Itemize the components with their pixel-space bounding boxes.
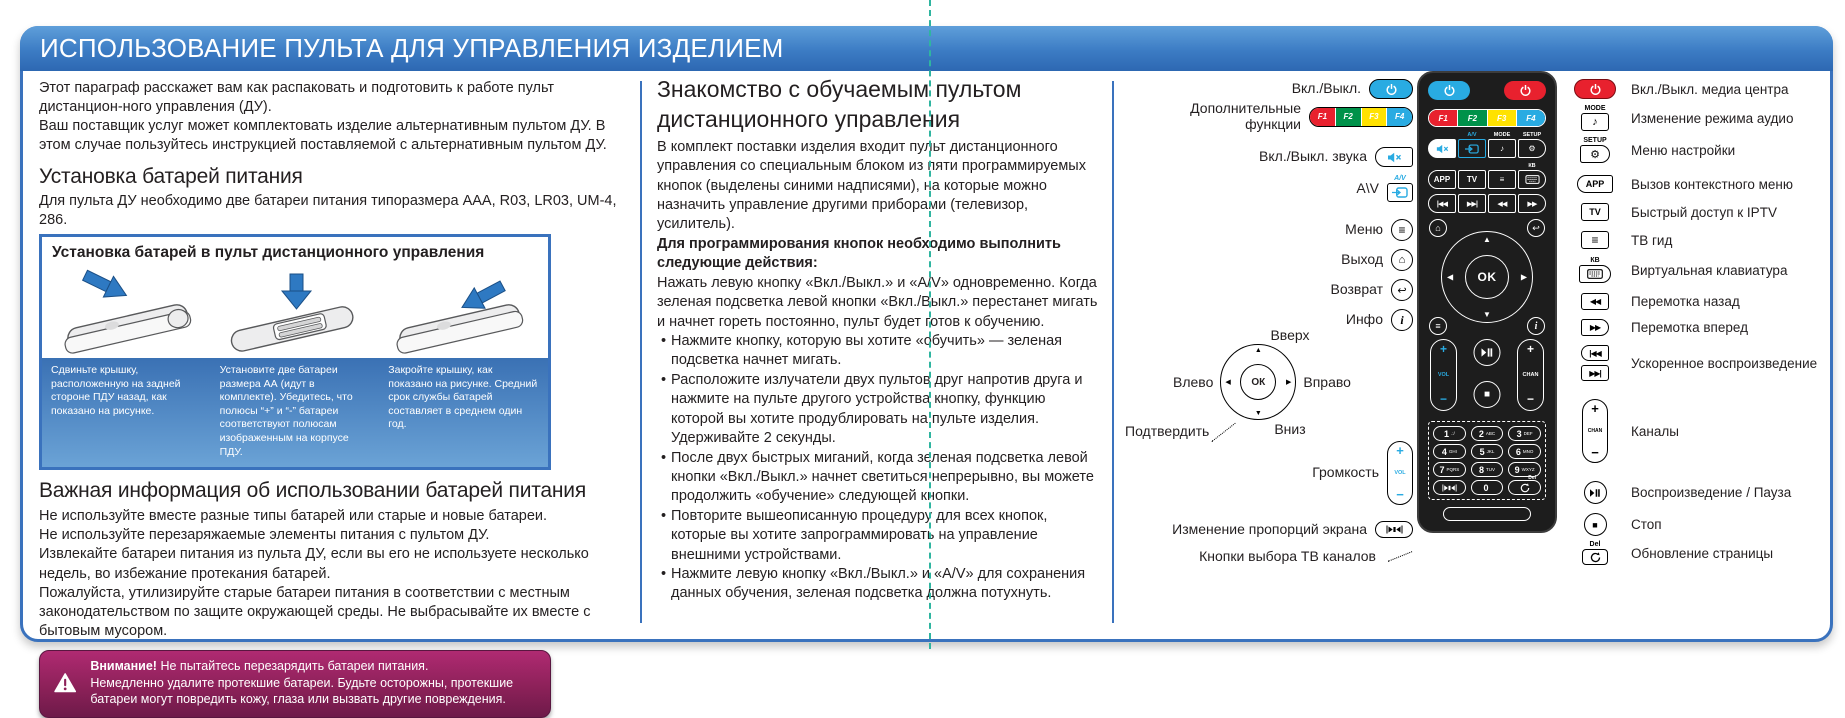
programming-step: • Расположите излучатели двух пультов друг напротив друга и нажмите на пульте другого устройства кнопку, функцию которой вы хотите продублировать на пульте изделия. Удерживайте 2 секунды. xyxy=(657,371,1101,449)
music-note-icon: ♪ xyxy=(1500,144,1504,153)
remote-bottom-button xyxy=(1443,507,1531,521)
intro-paragraph: Этот параграф расскажет вам как распаковать и подготовить к работе пульт дистанцион-ного управления (ДУ). xyxy=(39,80,555,116)
list-icon: ≡ xyxy=(1499,175,1505,184)
dotted-leader-line xyxy=(1388,551,1412,562)
remote-f3-button: F3 xyxy=(1488,110,1517,126)
remote-number-pad xyxy=(1428,421,1546,500)
remote-ok-button: OK xyxy=(1465,255,1509,299)
page-title: ИСПОЛЬЗОВАНИЕ ПУЛЬТА ДЛЯ УПРАВЛЕНИЯ ИЗДЕЛИЕМ xyxy=(40,33,784,63)
dotted-leader-line xyxy=(1212,423,1236,442)
remote-back-button xyxy=(1527,219,1545,237)
skip-back-icon: |◀◀ xyxy=(1581,345,1609,361)
refresh-icon: Del xyxy=(1582,541,1608,565)
info-icon: i xyxy=(1391,309,1413,331)
gear-icon: ⚙ xyxy=(1528,144,1536,153)
home-icon: ⌂ xyxy=(1391,249,1413,271)
learning-remote-column xyxy=(657,75,1101,604)
info-icon: i xyxy=(1534,320,1538,332)
remote-fast-forward-button: ▶▶ xyxy=(1518,194,1546,213)
label-menu: Меню ≡ xyxy=(1345,219,1413,241)
important-line: Извлекайте батареи питания из пульта ДУ, если вы его не используете несколько недель, во избежание протекания батарей. xyxy=(39,546,589,582)
digit-button: 4 GHI xyxy=(1433,444,1466,459)
remote-info-button xyxy=(1527,317,1545,335)
remote-home-button xyxy=(1429,219,1447,237)
label-audio-mode: MODE ♪ Изменение режима аудио xyxy=(1569,105,1793,131)
dpad-diagram xyxy=(1125,327,1409,439)
keyboard-icon: КВ xyxy=(1579,257,1611,283)
important-line: Пожалуйста, утилизируйте старые батареи питания в соответствии с местным законодательством по защите окружающей среды. Не выбрасывайте их вместе с бытовым мусором. xyxy=(39,584,591,639)
down-arrow-icon: ▼ xyxy=(1254,410,1262,417)
play-pause-icon xyxy=(1584,481,1607,504)
remote-skip-back-button: |◀◀ xyxy=(1428,194,1456,213)
menu-icon: ≡ xyxy=(1391,219,1413,241)
digit-button: 2 ABC xyxy=(1471,426,1504,441)
dpad-circle xyxy=(1220,344,1296,420)
section-heading-learning: Знакомство с обучаемым пультом дистанционного управления xyxy=(657,76,1022,132)
programming-step: • Повторите вышеописанную процедуру для всех кнопок, которые вы хотите запрограммировать на управление внешними устройствами. xyxy=(657,507,1101,565)
warning-box xyxy=(39,650,551,718)
down-arrow-icon: ▼ xyxy=(1483,310,1491,319)
stop-icon: ■ xyxy=(1483,389,1491,400)
ok-button-diagram: ОК xyxy=(1240,364,1276,400)
f-keys-icon: F1 F2 F3 F4 xyxy=(1309,107,1413,127)
figure-caption: Сдвиньте крышку, расположенную на задней стороне ПДУ назад, как показано на рисунке. xyxy=(51,363,181,417)
remote-dpad xyxy=(1441,231,1533,323)
remote-f2-button: F2 xyxy=(1458,110,1487,126)
mute-icon xyxy=(1375,147,1413,167)
dpad-left-label: Влево xyxy=(1173,374,1214,390)
warning-line: Не пытайтесь перезарядить батареи питания. xyxy=(160,659,429,673)
play-pause-icon xyxy=(1482,348,1493,357)
remote-control: F1 F2 F3 F4 A/V MODE ♪ SETUP ⚙ APP TV ≡ КВ |◀◀ ▶▶| ◀◀ ▶▶ ⌂ ↩ ▲ ▼ ◀ ▶ OK ≡ i + VOL − ■ + CHAN − 1 .:/ 2 ABC 3 DEF 4 GHI 5 JKL 6 MNO 7 PQRS 8 TUV 9 WXYZ 0 Del xyxy=(1417,71,1557,533)
label-tv: TV Быстрый доступ к IPTV xyxy=(1569,203,1777,221)
setup-icon: SETUP ⚙ xyxy=(1580,137,1610,163)
digit-button: 1 .:/ xyxy=(1433,426,1466,441)
programming-steps-heading: Для программирования кнопок необходимо выполнить следующие действия: xyxy=(657,235,1061,272)
label-app: APP Вызов контекстного меню xyxy=(1569,175,1793,193)
home-icon: ⌂ xyxy=(1435,223,1441,233)
intro-paragraph: Ваш поставщик услуг может комплектовать изделие альтернативным пультом ДУ. В этом случае пользуйтесь инструкцией поставляемой с альтернативным пультом ДУ. xyxy=(39,118,607,154)
remote-slide-cover-illustration xyxy=(48,266,210,358)
rewind-icon: ◀◀ xyxy=(1581,293,1609,310)
aspect-ratio-icon xyxy=(1375,521,1413,538)
music-note-icon: ♪ xyxy=(1592,116,1598,128)
back-icon: ↩ xyxy=(1532,222,1540,233)
remote-stop-button xyxy=(1474,381,1501,408)
label-tv-guide: ≡ ТВ гид xyxy=(1569,231,1672,249)
remote-right-labels xyxy=(1569,69,1831,589)
label-av: A\V A/V xyxy=(1356,175,1413,202)
dpad-up-label: Вверх xyxy=(1270,327,1310,343)
label-play-pause: Воспроизведение / Пауза xyxy=(1569,481,1791,504)
remote-menu-button xyxy=(1429,317,1447,335)
left-arrow-icon: ◀ xyxy=(1225,379,1231,386)
battery-instructions-column xyxy=(39,79,633,718)
label-power: Вкл./Выкл. xyxy=(1292,79,1413,99)
manual-page xyxy=(20,26,1833,706)
digit-button: 3 DEF xyxy=(1508,426,1541,441)
power-icon xyxy=(1574,79,1616,99)
programming-step: • Нажмите левую кнопку «Вкл./Выкл.» и «A/V» для сохранения данных обучения, зеленая подсветка должна потухнуть. xyxy=(657,565,1101,604)
warning-line: Немедленно удалите протекшие батареи. Будьте осторожны, протекшие батареи могут повредить кожу, глаза или вызвать другие повреждения. xyxy=(90,675,514,706)
label-fast-forward: ▶▶ Перемотка вперед xyxy=(1569,319,1748,336)
label-virtual-keyboard: КВ Виртуальная клавиатура xyxy=(1569,257,1787,283)
right-arrow-icon: ▶ xyxy=(1285,379,1292,386)
label-channels: + CHAN − Каналы xyxy=(1569,399,1679,463)
figure-caption: Установите две батареи размера АА (идут в комплекте). Убедитесь, что полюсы “+” и “-” батареи соответствуют полюсам изображенным на корпусе ПДУ. xyxy=(219,363,353,458)
figure-box-title: Установка батарей в пульт дистанционного управления xyxy=(52,244,485,262)
battery-type-text: Для пульта ДУ необходимо две батареи питания типоразмера AAA, R03, LR03, UM-4, 286. xyxy=(39,193,617,229)
back-icon: ↩ xyxy=(1391,279,1413,301)
remote-keyboard-button xyxy=(1518,170,1546,189)
list-icon: ≡ xyxy=(1581,231,1609,249)
programming-intro: Нажать левую кнопку «Вкл./Выкл.» и «A/V» одновременно. Когда зеленая подсветка левой кнопки «Вкл./Выкл.» перестанет мигать и начнет гореть постоянно, пульт будет готов к обучению. xyxy=(657,274,1098,330)
label-stop: ■ Стоп xyxy=(1569,513,1662,536)
remote-mode-button xyxy=(1488,139,1516,158)
remote-guide-button xyxy=(1488,170,1516,189)
remote-insert-batteries-illustration xyxy=(214,266,376,358)
programming-step: • После двух быстрых миганий, когда зеленая подсветка левой кнопки «Вкл./Выкл.» начнет светиться непрерывно, вы можете продолжить «обучение» следующей кнопки. xyxy=(657,449,1101,507)
remote-left-labels xyxy=(1125,69,1415,589)
dpad-right-label: Вправо xyxy=(1303,374,1351,390)
remote-power-button xyxy=(1428,81,1470,100)
remote-diagram-column xyxy=(1125,69,1831,629)
dpad-down-label: Вниз xyxy=(1274,421,1306,437)
remote-refresh-button: Del xyxy=(1508,480,1541,495)
battery-figure-captions xyxy=(42,358,548,467)
gear-icon: ⚙ xyxy=(1590,148,1600,161)
digit-button: 7 PQRS xyxy=(1433,462,1466,477)
important-line: Не используйте перезаряжаемые элементы питания с пультом ДУ. xyxy=(39,527,490,544)
list-icon: ≡ xyxy=(1435,321,1441,331)
section-heading-important: Важная информация об использовании батарей питания xyxy=(39,479,586,503)
warning-text-block xyxy=(90,658,538,708)
digit-button: 0 xyxy=(1471,480,1504,495)
digit-button: 6 MNO xyxy=(1508,444,1541,459)
column-divider xyxy=(1112,81,1114,623)
section-heading-battery: Установка батарей питания xyxy=(39,164,303,188)
important-line: Не используйте вместе разные типы батарей или старые и новые батареи. xyxy=(39,508,548,525)
remote-aspect-button xyxy=(1433,480,1466,495)
label-volume: Громкость + VOL − xyxy=(1312,441,1413,505)
label-mute: Вкл./Выкл. звука xyxy=(1259,147,1413,167)
power-icon xyxy=(1369,79,1413,99)
warning-emphasis: Внимание! xyxy=(90,659,157,673)
up-arrow-icon: ▲ xyxy=(1483,235,1491,244)
skip-forward-icon: ▶▶| xyxy=(1581,365,1609,381)
remote-f4-button: F4 xyxy=(1517,110,1545,126)
label-accelerated-playback: |◀◀ ▶▶| Ускоренное воспроизведение xyxy=(1569,345,1817,381)
keyboard-icon xyxy=(1525,175,1540,184)
audio-mode-icon: MODE ♪ xyxy=(1581,105,1609,131)
remote-mute-button xyxy=(1428,139,1456,158)
stop-icon: ■ xyxy=(1584,513,1607,536)
channel-rocker-icon: + CHAN − xyxy=(1582,399,1608,463)
remote-volume-rocker: + VOL − xyxy=(1430,339,1457,411)
remote-channel-rocker: + CHAN − xyxy=(1517,339,1544,411)
label-aspect: Изменение пропорций экрана xyxy=(1172,521,1413,538)
app-icon: APP xyxy=(1577,175,1613,193)
label-rewind: ◀◀ Перемотка назад xyxy=(1569,293,1740,310)
label-refresh: Del Обновление страницы xyxy=(1569,541,1773,565)
remote-close-cover-illustration xyxy=(380,266,542,358)
fast-forward-icon: ▶▶ xyxy=(1581,319,1609,336)
warning-triangle-icon xyxy=(54,664,76,702)
remote-app-button: APP xyxy=(1428,170,1456,189)
remote-tv-button: TV xyxy=(1458,170,1486,189)
refresh-icon xyxy=(1520,483,1530,493)
battery-figures xyxy=(42,264,548,358)
learning-intro: В комплект поставки изделия входит пульт дистанционного управления со специальным блоком из пяти программируемых кнопок (выделены синими надписями), на которые можно назначить управление другими приборами (телевизор, усилитель). xyxy=(657,138,1086,233)
confirm-label: Подтвердить xyxy=(1125,423,1241,439)
battery-install-figure-box xyxy=(39,234,551,470)
label-exit: Выход ⌂ xyxy=(1341,249,1413,271)
right-arrow-icon: ▶ xyxy=(1520,272,1527,282)
remote-f1-button: F1 xyxy=(1429,110,1458,126)
remote-f-keys xyxy=(1428,109,1546,127)
remote-media-power-button xyxy=(1504,81,1546,100)
remote-play-pause-button xyxy=(1474,339,1501,366)
remote-rewind-button: ◀◀ xyxy=(1488,194,1516,213)
label-tv-select: Кнопки выбора ТВ каналов xyxy=(1199,549,1413,565)
aspect-ratio-icon xyxy=(1442,484,1457,492)
label-media-power: Вкл./Выкл. медиа центра xyxy=(1569,79,1789,99)
label-return: Возврат ↩ xyxy=(1331,279,1414,301)
column-divider xyxy=(640,81,642,623)
volume-rocker-icon: + VOL − xyxy=(1387,441,1413,505)
page-header xyxy=(20,26,1833,71)
figure-caption: Закройте крышку, как показано на рисунке. Средний срок службы батарей составляет в среднем один год. xyxy=(388,363,538,431)
digit-button: 9 WXYZ xyxy=(1508,462,1541,477)
tv-icon: TV xyxy=(1581,203,1609,221)
remote-skip-forward-button: ▶▶| xyxy=(1458,194,1486,213)
label-info: Инфо i xyxy=(1346,309,1413,331)
digit-button: 8 TUV xyxy=(1471,462,1504,477)
label-function-keys: Дополнительные функции F1 F2 F3 F4 xyxy=(1181,101,1413,132)
digit-button: 5 JKL xyxy=(1471,444,1504,459)
remote-setup-button xyxy=(1518,139,1546,158)
av-icon: A/V xyxy=(1387,175,1413,202)
up-arrow-icon: ▲ xyxy=(1254,347,1262,354)
programming-step: • Нажмите кнопку, которую вы хотите «обучить» — зеленая подсветка начнет мигать. xyxy=(657,332,1101,371)
remote-av-button xyxy=(1458,139,1486,158)
left-arrow-icon: ◀ xyxy=(1447,272,1454,282)
label-setup: SETUP ⚙ Меню настройки xyxy=(1569,137,1735,163)
